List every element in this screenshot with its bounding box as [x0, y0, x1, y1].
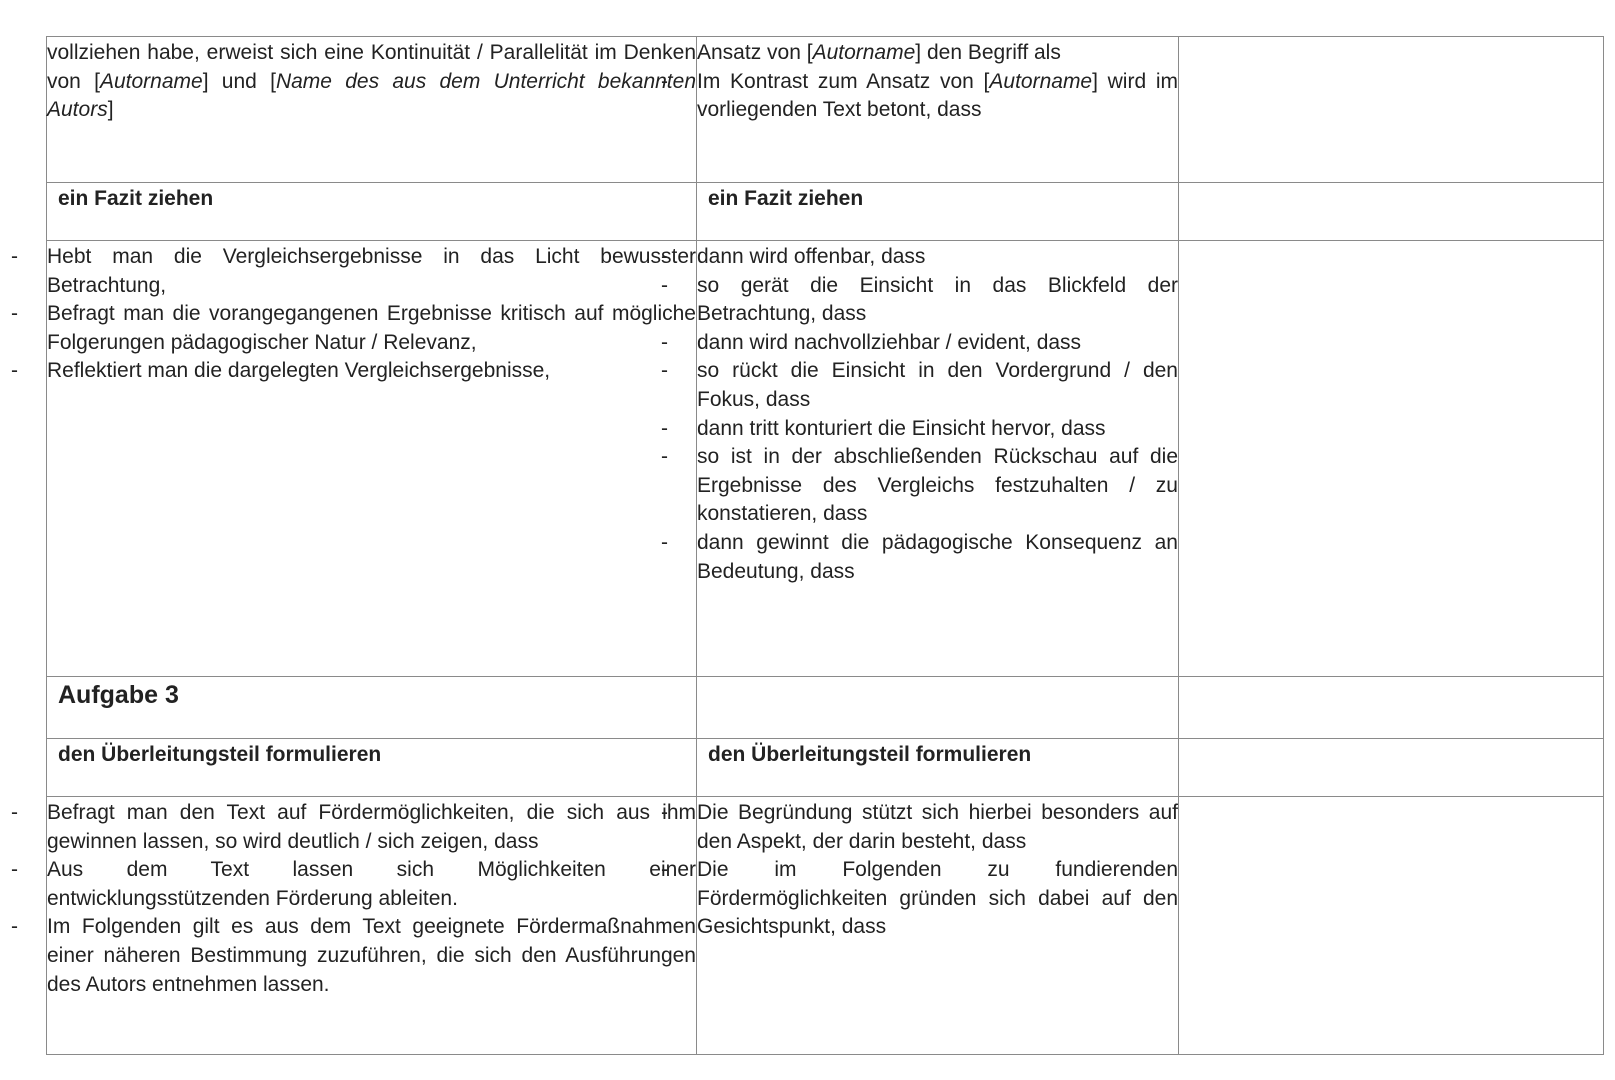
table-row-ueberleitung-header: [47, 739, 1604, 797]
list-item: - Die im Folgenden zu fundierenden Fördermöglichkeiten gründen sich dabei auf den Gesichtspunkt, dass: [697, 856, 1178, 942]
aufgabe-right-cell: [1179, 677, 1604, 739]
list-item: - Die Begründung stützt sich hierbei besonders auf den Aspekt, der darin besteht, dass: [697, 799, 1178, 856]
list-item: - Reflektiert man die dargelegten Vergleichsergebnisse,: [47, 357, 696, 386]
list-item: - so rückt die Einsicht in den Vordergrund / den Fokus, dass: [697, 357, 1178, 414]
list-item: - dann tritt konturiert die Einsicht hervor, dass: [697, 415, 1178, 444]
fazit-content-middle: [697, 241, 1179, 677]
table-row-ueberleitung-content: [47, 797, 1604, 1055]
table-row-fazit-content: [47, 241, 1604, 677]
list-item: - so gerät die Einsicht in das Blickfeld der Betrachtung, dass: [697, 272, 1178, 329]
fazit-middle-list: [697, 243, 1178, 586]
table-row-aufgabe: [47, 677, 1604, 739]
list-item: - Befragt man die vorangegangenen Ergebnisse kritisch auf mögliche Folgerungen pädagogischer Natur / Relevanz,: [47, 300, 696, 357]
fazit-content-left: [47, 241, 697, 677]
ueberleitung-content-middle: [697, 797, 1179, 1055]
continuation-middle-line: Ansatz von [Autorname] den Begriff als: [697, 41, 1061, 64]
list-item: - Aus dem Text lassen sich Möglichkeiten einer entwicklungsstützenden Förderung ableiten.: [47, 856, 696, 913]
ueberleitung-left-list: [47, 799, 696, 999]
list-item: - so ist in der abschließenden Rückschau auf die Ergebnisse des Vergleichs festzuhalten / zu konstatieren, dass: [697, 443, 1178, 529]
list-item: - dann wird offenbar, dass: [697, 243, 1178, 272]
list-item: - Befragt man den Text auf Fördermöglichkeiten, die sich aus ihm gewinnen lassen, so wird deutlich / sich zeigen, dass: [47, 799, 696, 856]
table-row-fazit-header: [47, 183, 1604, 241]
fazit-header-left: ein Fazit ziehen: [47, 183, 697, 241]
continuation-middle-list: [697, 68, 1178, 125]
fazit-left-list: [47, 243, 696, 386]
ueberleitung-header-middle: den Überleitungsteil formulieren: [697, 739, 1179, 797]
list-item: - Hebt man die Vergleichsergebnisse in das Licht bewusster Betrachtung,: [47, 243, 696, 300]
continuation-left-text: vollziehen habe, erweist sich eine Kontinuität / Parallelität im Denken von [Autorname] und [Name des aus dem Unterricht bekannten Autors]: [47, 41, 696, 122]
aufgabe-heading: Aufgabe 3: [47, 677, 697, 739]
continuation-left-cell: [47, 37, 697, 183]
phrase-table: [46, 36, 1604, 1055]
list-item: - Im Kontrast zum Ansatz von [Autorname] wird im vorliegenden Text betont, dass: [697, 68, 1178, 125]
ueberleitung-header-right: [1179, 739, 1604, 797]
ueberleitung-header-left: den Überleitungsteil formulieren: [47, 739, 697, 797]
fazit-header-middle: ein Fazit ziehen: [697, 183, 1179, 241]
ueberleitung-middle-list: [697, 799, 1178, 942]
ueberleitung-content-left: [47, 797, 697, 1055]
continuation-right-cell: [1179, 37, 1604, 183]
list-item: - dann wird nachvollziehbar / evident, dass: [697, 329, 1178, 358]
fazit-content-right: [1179, 241, 1604, 677]
continuation-middle-cell: [697, 37, 1179, 183]
table-row-continuation: [47, 37, 1604, 183]
list-item: - dann gewinnt die pädagogische Konsequenz an Bedeutung, dass: [697, 529, 1178, 586]
ueberleitung-content-right: [1179, 797, 1604, 1055]
aufgabe-middle-cell: [697, 677, 1179, 739]
fazit-header-right: [1179, 183, 1604, 241]
list-item: - Im Folgenden gilt es aus dem Text geeignete Fördermaßnahmen einer näheren Bestimmung zuzuführen, die sich den Ausführungen des Autors entnehmen lassen.: [47, 913, 696, 999]
